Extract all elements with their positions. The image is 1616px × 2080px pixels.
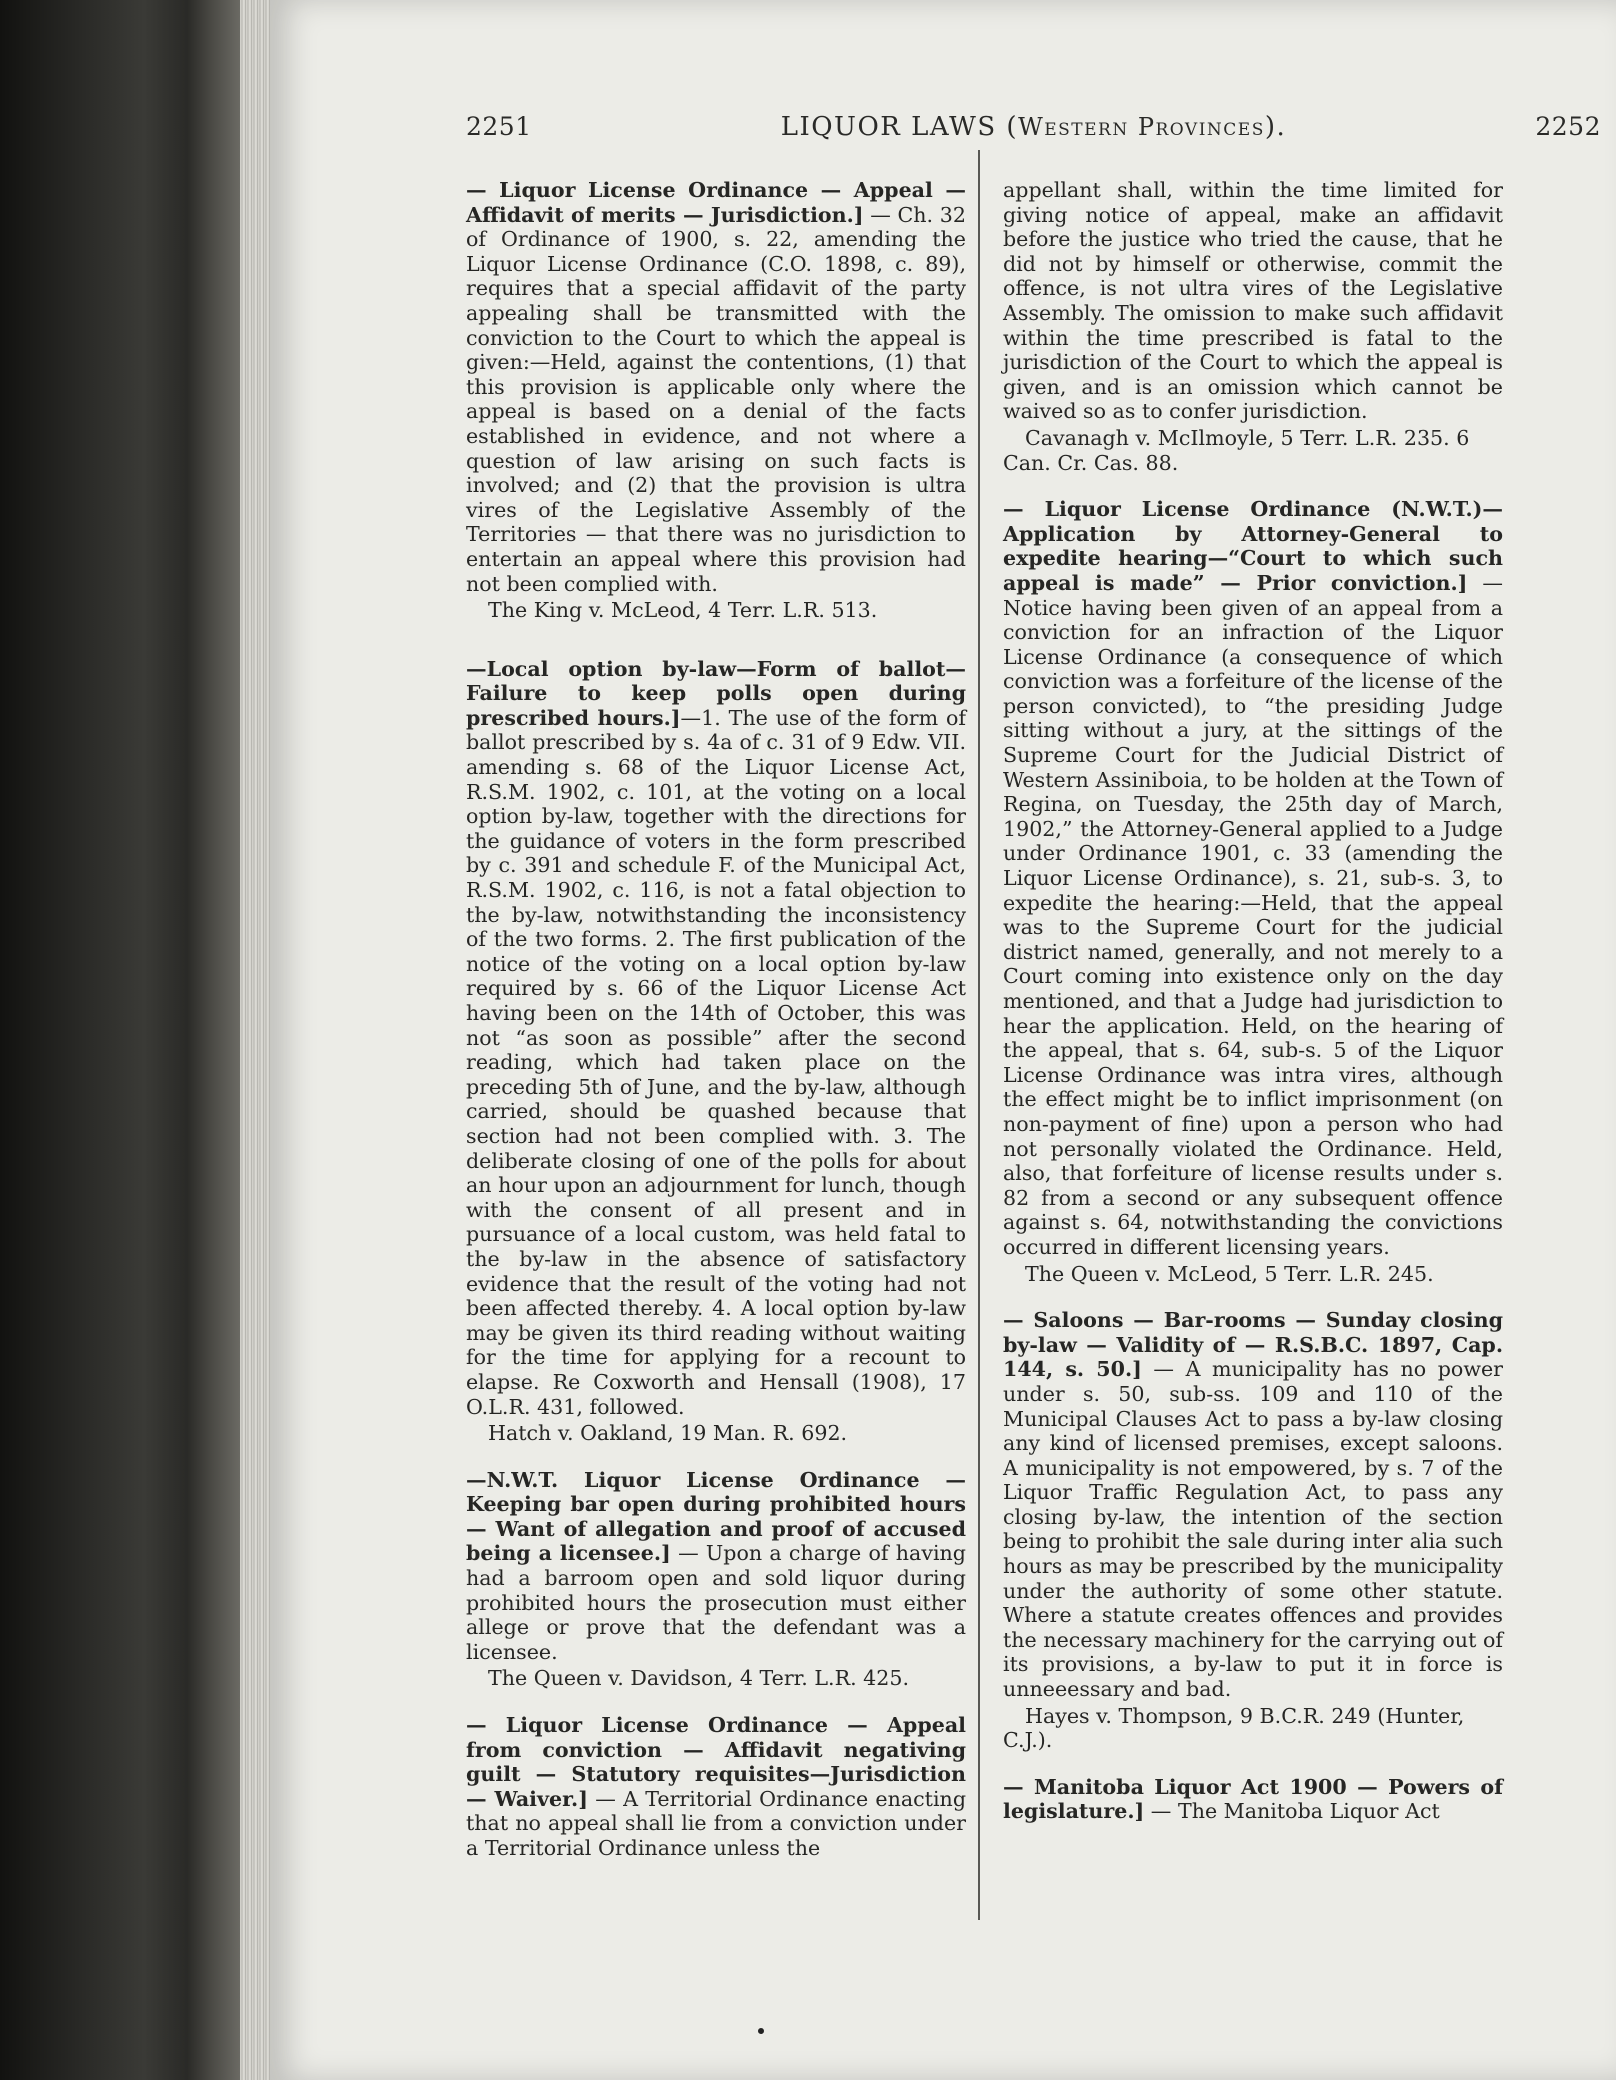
title-smallcaps: Western Provinces	[1018, 113, 1265, 141]
case-citation: The King v. McLeod, 4 Terr. L.R. 513.	[488, 598, 878, 623]
entry-heading: —N.W.T. Liquor License Ordinance — Keeping bar open during prohibited hours — Want of allegation and proof of accused being a licensee.]	[466, 1467, 966, 1566]
entry-body: — A municipality has no power under s. 50, sub-ss. 109 and 110 of the Municipal Clauses Act to pass a by-law closing any kind of licensed premises, except saloons. A municipality is not empowered, by s. 7 of the Liquor Traffic Regulation Act, to pass any closing by-law, the intention of the section being to prohibit the sale during inter alia such hours as may be prescribed by the municipality under the authority of some other statute. Where a statute creates offences and provides the necessary machinery for the carrying out of its provisions, a by-law to put it in force is unneeessary and bad.	[1003, 1357, 1503, 1702]
case-citation: Cavanagh v. McIlmoyle, 5 Terr. L.R. 235. 6 Can. Cr. Cas. 88.	[1003, 425, 1470, 475]
page-title: LIQUOR LAWS (Western Provinces).	[780, 112, 1287, 142]
entry-heading: — Manitoba Liquor Act 1900 — Powers of legislature.]	[1003, 1774, 1503, 1824]
digest-entry-continued	[1003, 178, 1503, 424]
left-column	[466, 178, 966, 1861]
book-binding	[0, 0, 240, 2080]
right-page-number: 2252	[1535, 112, 1601, 141]
entry-heading: — Liquor License Ordinance (N.W.T.)—Application by Attorney-General to expedite hearing—“Court to which such appeal is made” — Prior conviction.]	[1003, 497, 1503, 595]
left-page-number: 2251	[466, 112, 532, 141]
digest-entry	[466, 178, 966, 596]
digest-entry	[466, 1713, 966, 1861]
entry-body: — Upon a charge of having had a barroom open and sold liquor during prohibited hours the prosecution must either allege or prove that the defendant was a licensee.	[466, 1541, 966, 1664]
column-divider	[978, 150, 980, 1920]
entry-body: — Notice having been given of an appeal from a conviction for an infraction of the Liquor License Ordinance (a consequence of which conviction was a forfeiture of the license of the person convicted), to “the presiding Judge sitting without a jury, at the sittings of the Supreme Court for the Judicial District of Western Assiniboia, to be holden at the Town of Regina, on Tuesday, the 25th day of March, 1902,” the Attorney-General applied to a Judge under Ordinance 1901, c. 33 (amending the Liquor License Ordinance), s. 21, sub-s. 3, to expedite the hearing:—Held, that the appeal was to the Supreme Court for the judicial district named, generally, and not merely to a Court coming into existence only on the day mentioned, and that a Judge had jurisdiction to hear the application. Held, on the hearing of the appeal, that s. 64, sub-s. 5 of the Liquor License Ordinance was intra vires, although the effect might be to inflict imprisonment (on non-payment of fine) upon a person who had not personally violated the Ordinance. Held, also, that forfeiture of license results under s. 82 from a second or any subsequent offence against s. 64, notwithstanding the convictions occurred in different licensing years.	[1003, 570, 1504, 1259]
entry-body: — A Territorial Ordinance enacting that no appeal shall lie from a conviction under a Territorial Ordinance unless the	[466, 1786, 966, 1860]
entry-body: appellant shall, within the time limited for giving notice of appeal, make an affidavit before the justice who tried the cause, that he did not by himself or otherwise, commit the offence, is not ultra vires of the Legislative Assembly. The omission to make such affidavit within the time prescribed is fatal to the jurisdiction of the Court to which the appeal is given, and is an omission which cannot be waived so as to confer jurisdiction.	[1003, 178, 1503, 424]
right-column	[1003, 178, 1503, 1824]
entry-body: — Ch. 32 of Ordinance of 1900, s. 22, amending the Liquor License Ordinance (C.O. 1898, c. 89), requires that a special affidavit of the party appealing shall be transmitted with the conviction to the Court to which the appeal is given:—Held, against the contentions, (1) that this provision is applicable only where the appeal is based on a denial of the facts established in evidence, and not where a question of law arising on such facts is involved; and (2) that the provision is ultra vires of the Legislative Assembly of the Territories — that there was no jurisdiction to entertain an appeal where this provision had not been complied with.	[466, 202, 966, 596]
digest-entry	[1003, 1308, 1503, 1702]
book-page	[270, 0, 1616, 2080]
entry-body: —1. The use of the form of ballot prescribed by s. 4a of c. 31 of 9 Edw. VII. amending s. 68 of the Liquor License Act, R.S.M. 1902, c. 101, at the voting on a local option by-law, together with the directions for the guidance of voters in the form prescribed by c. 391 and schedule F. of the Municipal Act, R.S.M. 1902, c. 116, is not a fatal objection to the by-law, notwithstanding the inconsistency of the two forms. 2. The first publication of the notice of the voting on a local option by-law required by s. 66 of the Liquor License Act having been on the 14th of October, this was not “as soon as possible” after the second reading, which had taken place on the preceding 5th of June, and the by-law, although carried, should be quashed because that section had not been complied with. 3. The deliberate closing of one of the polls for about an hour upon an adjournment for lunch, though with the consent of all present and in pursuance of a local custom, was held fatal to the by-law in the absence of satisfactory evidence that the result of the voting had not been affected thereby. 4. A local option by-law may be given its third reading without waiting for the time for applying for a recount to elapse. Re Coxworth and Hensall (1908), 17 O.L.R. 431, followed.	[466, 705, 966, 1419]
entry-heading: — Saloons — Bar-rooms — Sunday closing by-law — Validity of — R.S.B.C. 1897, Cap. 144, s. 50.]	[1003, 1308, 1503, 1382]
entry-heading: — Liquor License Ordinance — Appeal — Affidavit of merits — Jurisdiction.]	[466, 178, 966, 227]
entry-body: — The Manitoba Liquor Act	[1144, 1799, 1440, 1824]
entry-heading: —Local option by-law—Form of ballot—Failure to keep polls open during prescribed hours.]	[466, 656, 966, 730]
digest-entry	[1003, 1775, 1503, 1824]
case-citation: The Queen v. Davidson, 4 Terr. L.R. 425.	[488, 1666, 910, 1691]
case-citation: Hatch v. Oakland, 19 Man. R. 692.	[488, 1421, 848, 1446]
ink-speck	[758, 2028, 764, 2034]
case-citation: Hayes v. Thompson, 9 B.C.R. 249 (Hunter, C.J.).	[1003, 1703, 1465, 1753]
digest-entry	[466, 1468, 966, 1665]
case-citation: The Queen v. McLeod, 5 Terr. L.R. 245.	[1025, 1261, 1434, 1286]
running-head	[466, 112, 1601, 162]
digest-entry	[1003, 497, 1503, 1259]
entry-heading: — Liquor License Ordinance — Appeal from conviction — Affidavit negativing guilt — Statutory requisites—Jurisdiction — Waiver.]	[466, 1713, 966, 1811]
digest-entry	[466, 657, 966, 1419]
